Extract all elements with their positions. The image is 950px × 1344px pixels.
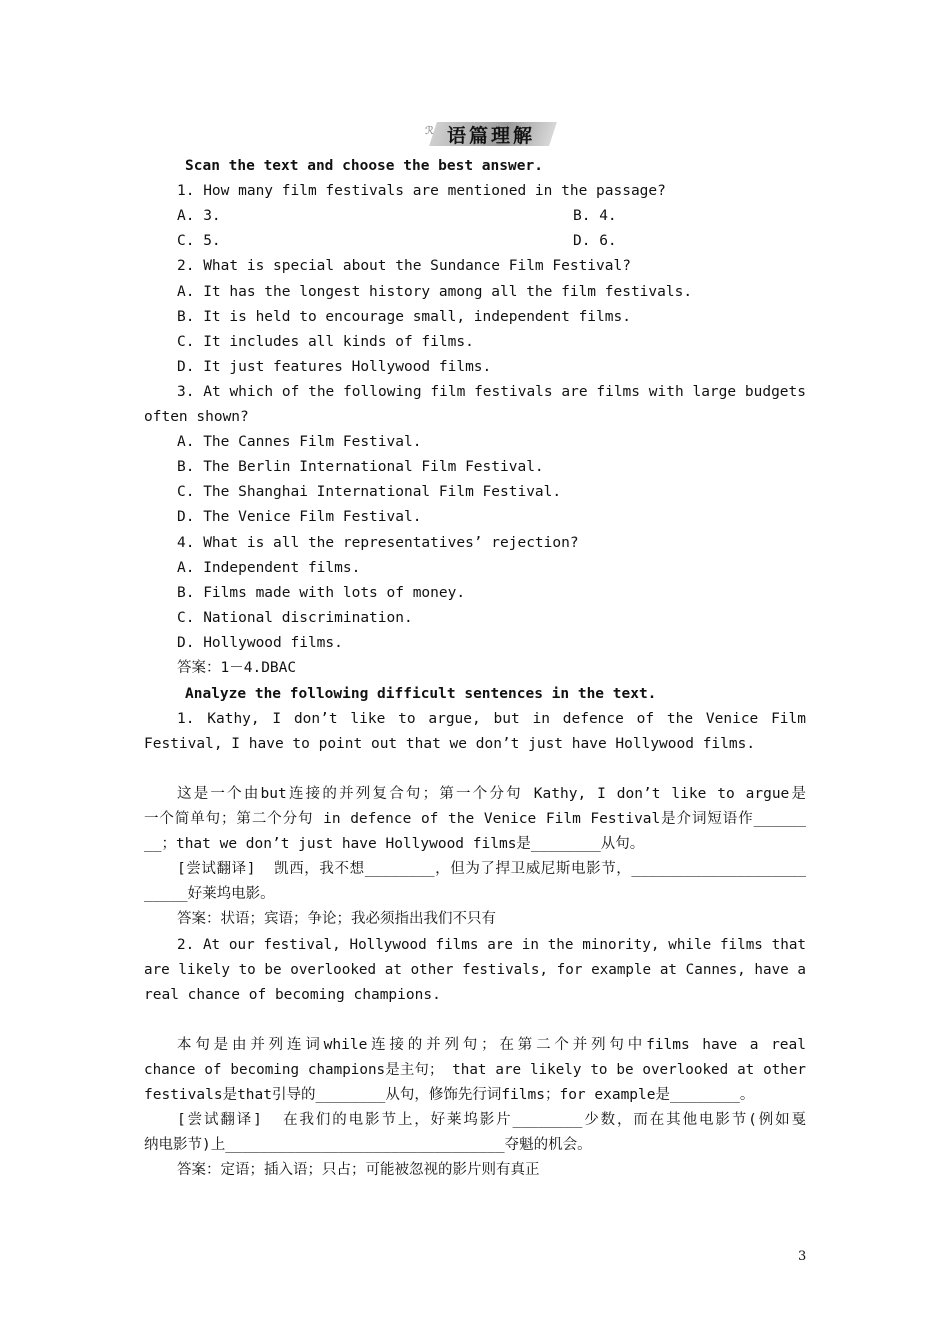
sentence-1-explanation-line2: 一个简单句；第二个分句 in defence of the Venice Film Festival是介词短语作______ (144, 811, 806, 827)
sentence-2-line2: are likely to be overlooked at other festivals, for example at Cannes, have a (144, 962, 806, 978)
sentence-2-translation-line1: [尝试翻译] 在我们的电影节上，好莱坞影片________少数，而在其他电影节(例如戛 (177, 1112, 806, 1128)
sentence-1-explanation-line1: 这是一个由but连接的并列复合句；第一个分句 Kathy, I don’t like to argue是 (177, 786, 806, 802)
sentence-2-explanation-line3: festivals是that引导的________从句，修饰先行词films；for example是________。 (144, 1087, 755, 1103)
sentence-2-line3: real chance of becoming champions. (144, 987, 441, 1003)
header-decoration-icon: ℛ (425, 124, 434, 137)
sentence-2-line1: 2. At our festival, Hollywood films are in the minority, while films that (177, 937, 806, 953)
question-2-option-d: D. It just features Hollywood films. (177, 359, 492, 375)
question-3-stem-line2: often shown? (144, 409, 249, 425)
sentence-1-translation-line2: _____好莱坞电影。 (144, 886, 275, 902)
question-4-option-d: D. Hollywood films. (177, 635, 343, 651)
question-3-stem-line1: 3. At which of the following film festivals are films with large budgets (177, 384, 806, 400)
sentence-1-translation-line1: [尝试翻译] 凯西，我不想________，但为了捍卫威尼斯电影节，____________________ (177, 861, 806, 877)
sentence-1-line1: 1. Kathy, I don’t like to argue, but in defence of the Venice Film (177, 711, 806, 727)
question-3-option-b: B. The Berlin International Film Festival. (177, 459, 544, 475)
sentence-2-explanation-line2: chance of becoming champions是主句； that are likely to be overlooked at other (144, 1062, 806, 1078)
sentence-2-translation-line2: 纳电影节)上________________________________夺魁的机会。 (144, 1137, 592, 1153)
instruction-analyze: Analyze the following difficult sentences in the text. (185, 686, 657, 702)
sentence-1-answer: 答案：状语；宾语；争论；我必须指出我们不只有 (177, 911, 496, 927)
section-title: 语篇理解 (447, 125, 536, 147)
question-4-option-b: B. Films made with lots of money. (177, 585, 466, 601)
question-2-option-c: C. It includes all kinds of films. (177, 334, 474, 350)
page-number: 3 (798, 1249, 807, 1264)
question-1-option-d: D. 6. (573, 233, 617, 249)
sentence-1-line2: Festival, I have to point out that we don’t just have Hollywood films. (144, 736, 756, 752)
question-1-option-c: C. 5. (177, 233, 221, 249)
section-header (425, 120, 560, 148)
question-4-option-a: A. Independent films. (177, 560, 361, 576)
question-3-option-c: C. The Shanghai International Film Festival. (177, 484, 562, 500)
sentence-1-explanation-line3: __；that we don’t just have Hollywood films是________从句。 (144, 836, 645, 852)
question-2-option-b: B. It is held to encourage small, independent films. (177, 309, 631, 325)
question-4-option-c: C. National discrimination. (177, 610, 413, 626)
question-2-stem: 2. What is special about the Sundance Film Festival? (177, 258, 631, 274)
question-4-stem: 4. What is all the representatives’ rejection? (177, 535, 579, 551)
sentence-2-answer: 答案：定语；插入语；只占；可能被忽视的影片则有真正 (177, 1162, 540, 1178)
question-3-option-a: A. The Cannes Film Festival. (177, 434, 422, 450)
question-3-option-d: D. The Venice Film Festival. (177, 509, 422, 525)
sentence-2-explanation-line1: 本句是由并列连词while连接的并列句；在第二个并列句中films have a real (177, 1037, 806, 1053)
instruction-scan: Scan the text and choose the best answer. (185, 158, 543, 174)
question-1-option-a: A. 3. (177, 208, 221, 224)
question-2-option-a: A. It has the longest history among all the film festivals. (177, 284, 693, 300)
question-1-option-b: B. 4. (573, 208, 617, 224)
answer-section1: 答案：1－4.DBAC (177, 660, 297, 676)
question-1-stem: 1. How many film festivals are mentioned in the passage? (177, 183, 666, 199)
